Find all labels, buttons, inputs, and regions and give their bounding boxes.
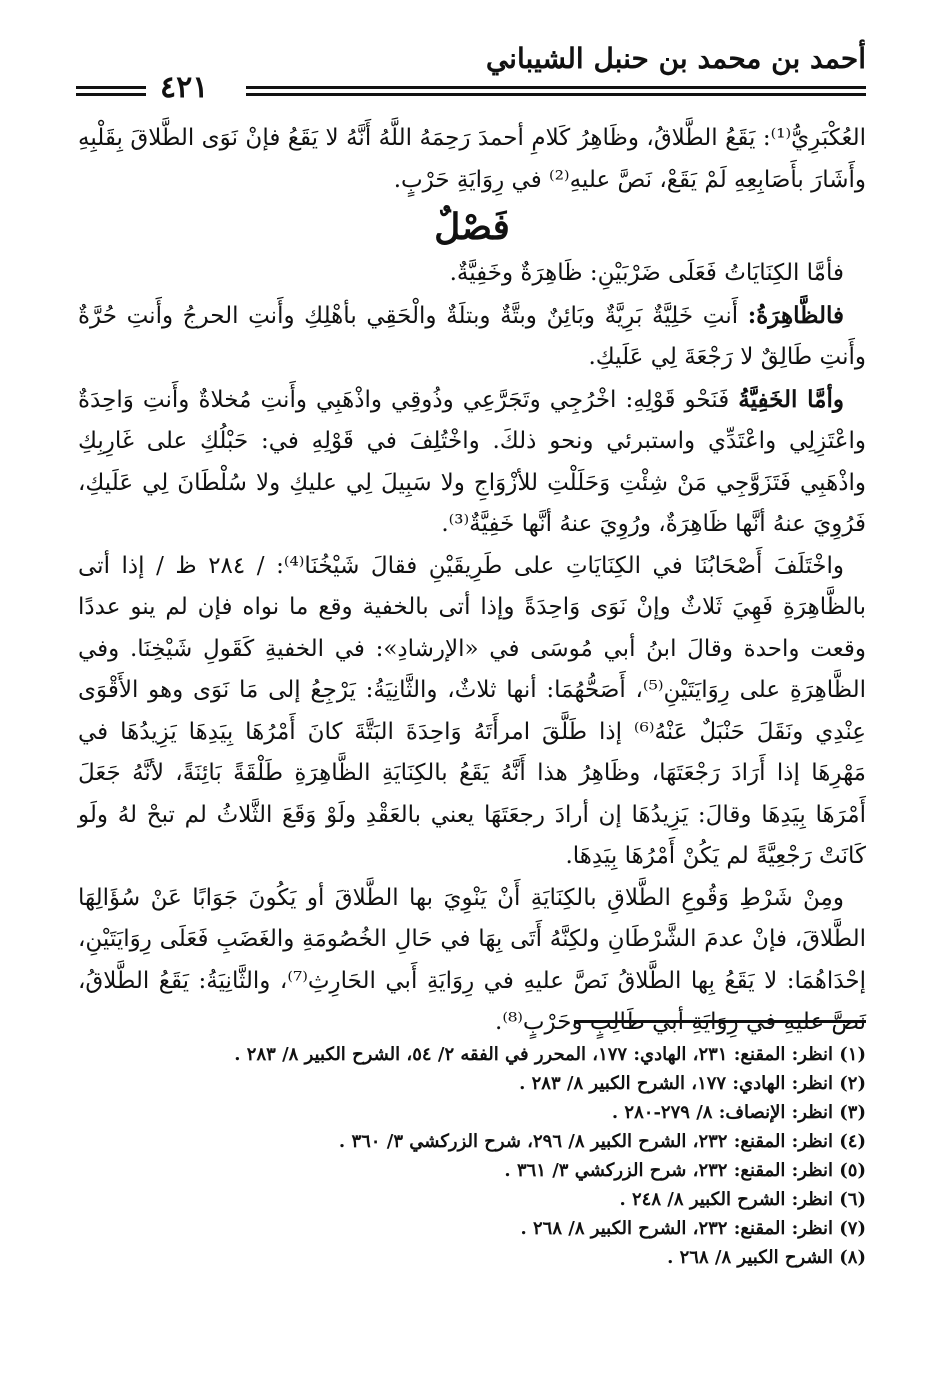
paragraph-5: واخْتَلَفَ أَصْحَابُنَا في الكِنَايَاتِ على طَرِيقَيْنِ فقالَ شَيْخُنَا⁽⁴⁾: / ٢٨٤ ظ / إذا أتى بالظَّاهِرَةِ فَهِيَ ثَلاثٌ وإنْ نَوَى وَاحِدَةً وإذا أتى بالخفية وقع ما نواه فإن لم ينو عددًا وقعت واحدة وقالَ ابنُ أبي مُوسَى في «الإرشادِ»: في الخفيةِ كَقَولِ شَيْخِنَا. وفي الظَّاهِرَةِ على رِوَايَتَيْنِ⁽⁵⁾، أَصَحُّهُمَا: أنها ثلاثٌ، والثَّانِيَةُ: يَرْجِعُ إلى مَا نَوَى وهو الأَقْوَى عِنْدِي ونَقَلَ حَنْبَلٌ عَنْهُ⁽⁶⁾ إذا طَلَّقَ امرأَتَهُ وَاحِدَةَ البَتَّةَ كانَ أَمْرُهَا بِيَدِهَا يَزِيدُهَا في مَهْرِهَا إذا أَرَادَ رَجْعَتَهَا، وظَاهِرُ هذا أَنَّهُ يَقَعُ بالكِنَايَةِ الظَّاهِرَةِ طَلْقَةً بَائِنَةً، لأنَّهُ جَعَلَ أَمْرَهَا بِيَدِهَا وقالَ: يَزِيدُهَا إن أرادَ رجعَتَهَا يعني بالعَقْدِ ولَوْ وَقَعَ الثَّلاثُ لم تبحْ لهُ ولَو كَانَتْ رَجْعِيَّةً لم يَكُنْ أَمْرُهَا بِيَدِهَا. [78,552,866,869]
paragraph-4-text: فَنَحْو قَوْلِهِ: اخْرُجِي وتَجَرَّعِي وذُوقِي واذْهَبِي وأَنتِ مُخلاةٌ وأَنتِ وَاحِدَةٌ واعْتَزِلِي واعْتَدِّي واستبرئي ونحو ذلكَ. واخْتُلِفَ في قَوْلِهِ في: حَبْلُكِ على غَارِبِكِ واذْهَبِي فَتَزَوَّجِي مَنْ شِئْتِ وَحَلَلْتِ للأزْوَاجِ ولا سَبِيلَ لِي عليكِ ولا سُلْطَانَ لِي عَلَيكِ، فَرُوِيَ عنهُ أنَّها ظَاهِرَةٌ، ورُوِيَ عنهُ أنَّها خَفِيَّةٌ⁽³⁾. [78,386,866,537]
paragraph-4-lead: وأمَّا الخَفِيَّةُ [738,385,845,413]
footnote-6: (٦) انظر: الشرح الكبير ٨/ ٢٤٨ . [619,1189,866,1210]
paragraph-4 [78,379,866,546]
footnotes [78,1040,866,1272]
footnote-7: (٧) انظر: المقنع: ٢٣٢، الشرح الكبير ٨/ ٢٦٨ . [520,1218,866,1239]
paragraph-1: العُكْبَرِيُّ⁽¹⁾: يَقَعُ الطَّلاقُ، وظَاهِرُ كَلامِ أحمدَ رَحِمَهُ اللَّهُ أَنَّهُ لا يَقَعُ فإنْ نَوَى الطَّلاقَ بِقَلْبِهِ وأَشَارَ بأَصَابِعِهِ لَمْ يَقَعْ، نَصَّ عليهِ⁽²⁾ في رِوَايَةِ حَرْبٍ. [78,125,866,193]
running-header-title: أحمد بن محمد بن حنبل الشيباني [485,42,866,75]
footnote-3: (٣) انظر: الإنصاف: ٨/ ٢٧٩-٢٨٠ . [611,1102,866,1123]
paragraph-3 [78,295,866,379]
paragraph-6: ومِنْ شَرْطِ وَقُوعِ الطَّلاقِ بالكِنَايَةِ أَنْ يَنْوِيَ بها الطَّلاقَ أو يَكُونَ جَوَابًا عَنْ سُؤَالِهَا الطَّلاقَ، فإنْ عدمَ الشَّرْطَانِ ولكِنَّهُ أَتَى بِهَا في حَالِ الخُصُومَةِ والغَضَبِ فَعَلَى رِوَايَتَيْنِ، إحْدَاهُمَا: لا يَقَعُ بِها الطَّلاقُ نَصَّ عليهِ في رِوَايَةِ أَبي الحَارِثِ⁽⁷⁾، والثَّانِيَةُ: يَقَعُ الطَّلاقُ، نَصَّ عليهِ في رِوَايَةِ أبي طَالِبٍ وحَرْبٍ⁽⁸⁾. [78,884,866,1035]
footnote-5: (٥) انظر: المقنع: ٢٣٢، شرح الزركشي ٣/ ٣٦١ . [504,1160,866,1181]
footnote-separator [574,1020,866,1023]
footnote-8: (٨) الشرح الكبير ٨/ ٢٦٨ . [667,1247,866,1268]
header-rule-left [76,86,146,96]
footnote-4: (٤) انظر: المقنع: ٢٣٢، الشرح الكبير ٨/ ٢٩٦، شرح الزركشي ٣/ ٣٦٠ . [338,1131,866,1152]
paragraph-3-lead: فالظَّاهِرَةُ: [747,301,844,329]
running-header [78,42,866,104]
page-number: ٤٢١ [160,70,209,105]
section-title: فَصْلٌ [434,206,510,248]
paragraph-2: فأمَّا الكِنَايَاتُ فَعَلَى ضَرْبَيْنِ: ظَاهِرَةٌ وخَفِيَّةٌ. [449,260,844,286]
footnote-1: (١) انظر: المقنع: ٢٣١، الهادي: ١٧٧، المحرر في الفقه ٢/ ٥٤، الشرح الكبير ٨/ ٢٨٣ . [234,1044,866,1065]
footnote-2: (٢) انظر: الهادي: ١٧٧، الشرح الكبير ٨/ ٢٨٣ . [519,1073,866,1094]
paragraph-3-text: أَنتِ خَلِيَّةٌ بَرِيَّةٌ وبَائِنٌ وبتَّةٌ وبتلَةٌ والْحَقِي بأهْلِكِ وأَنتِ الحرجُ وأَنتِ حُرَّةٌ وأَنتِ طَالِقٌ لا رَجْعَةَ لِي عَلَيكِ. [78,302,866,370]
main-text [78,118,866,1044]
header-rule-right [246,86,866,96]
